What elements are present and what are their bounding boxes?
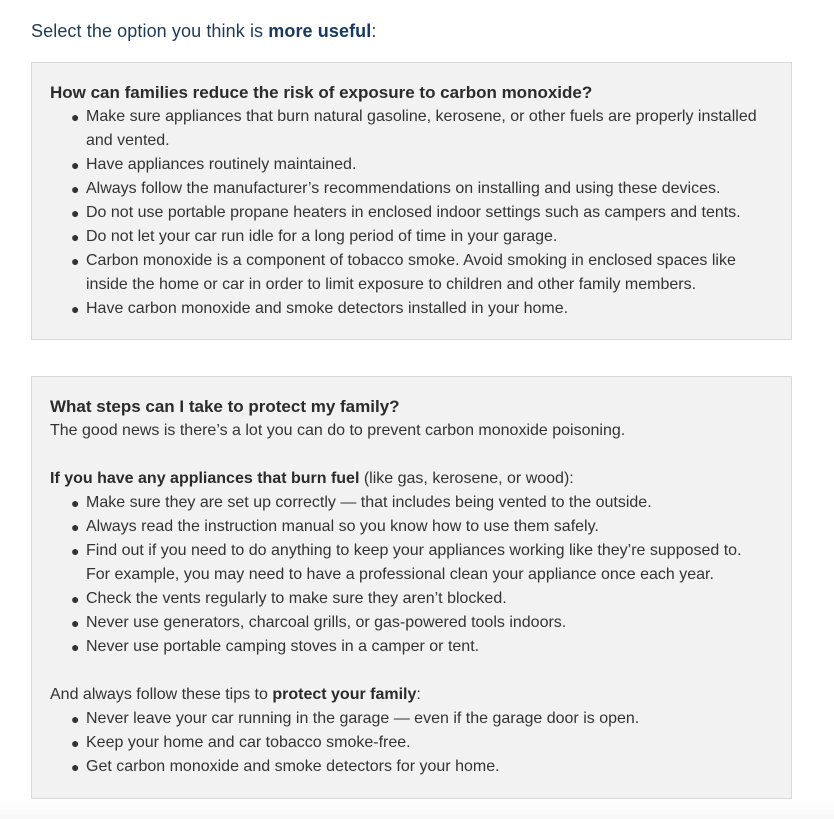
list-item xyxy=(71,539,773,587)
list-item-text: Do not let your car run idle for a long period of time in your garage. xyxy=(86,228,558,245)
option-a-list xyxy=(50,105,773,321)
list-item-text: Get carbon monoxide and smoke detectors for your home. xyxy=(86,758,500,775)
list-item xyxy=(71,731,773,755)
bullet-icon: ● xyxy=(71,301,80,317)
prompt-prefix: Select the option you think is xyxy=(31,21,269,41)
bullet-icon: ● xyxy=(71,711,80,727)
list-item xyxy=(71,225,773,249)
tips-heading xyxy=(50,683,773,707)
list-item xyxy=(71,755,773,779)
selection-prompt xyxy=(31,19,376,43)
prompt-suffix: : xyxy=(371,21,377,41)
option-b-title: What steps can I take to protect my family? xyxy=(50,397,400,416)
tips-bold: protect your family xyxy=(272,686,417,703)
list-item xyxy=(71,707,773,731)
bullet-icon: ● xyxy=(71,591,80,607)
list-item-text: Do not use portable propane heaters in enclosed indoor settings such as campers and tents. xyxy=(86,204,741,221)
bullet-icon: ● xyxy=(71,639,80,655)
list-item-text: Have appliances routinely maintained. xyxy=(86,156,357,173)
bullet-icon: ● xyxy=(71,735,80,751)
list-item xyxy=(71,491,773,515)
list-item-text: Have carbon monoxide and smoke detectors installed in your home. xyxy=(86,300,569,317)
list-item xyxy=(71,249,773,297)
bullet-icon: ● xyxy=(71,253,80,269)
list-item xyxy=(71,587,773,611)
bullet-icon: ● xyxy=(71,229,80,245)
bullet-icon: ● xyxy=(71,543,80,559)
fuel-heading-bold: If you have any appliances that burn fuel xyxy=(50,470,360,487)
list-item xyxy=(71,177,773,201)
tips-prefix: And always follow these tips to xyxy=(50,686,273,703)
option-a-title: How can families reduce the risk of exposure to carbon monoxide? xyxy=(50,83,593,102)
option-a-card[interactable] xyxy=(31,62,792,340)
list-item xyxy=(71,611,773,635)
fuel-appliances-heading xyxy=(50,467,773,491)
list-item-text: Find out if you need to do anything to keep your appliances working like they’re supposed to. For example, you may need to have a professional clean your appliance once each year. xyxy=(86,542,742,583)
bullet-icon: ● xyxy=(71,495,80,511)
list-item xyxy=(71,297,773,321)
option-b-card[interactable] xyxy=(31,376,792,799)
list-item xyxy=(71,105,773,153)
list-item xyxy=(71,201,773,225)
list-item xyxy=(71,515,773,539)
list-item xyxy=(71,153,773,177)
option-b-intro: The good news is there’s a lot you can do to prevent carbon monoxide poisoning. xyxy=(50,422,626,439)
list-item-text: Always read the instruction manual so you know how to use them safely. xyxy=(86,518,599,535)
fuel-appliances-list xyxy=(50,491,773,659)
bullet-icon: ● xyxy=(71,157,80,173)
list-item-text: Make sure they are set up correctly — that includes being vented to the outside. xyxy=(86,494,652,511)
list-item-text: Never leave your car running in the garage — even if the garage door is open. xyxy=(86,710,640,727)
bullet-icon: ● xyxy=(71,181,80,197)
fuel-heading-rest: (like gas, kerosene, or wood): xyxy=(359,470,574,487)
bullet-icon: ● xyxy=(71,205,80,221)
list-item-text: Carbon monoxide is a component of tobacco smoke. Avoid smoking in enclosed spaces like inside the home or car in order to limit exposure to children and other family members. xyxy=(86,252,736,293)
list-item-text: Never use generators, charcoal grills, or gas-powered tools indoors. xyxy=(86,614,567,631)
tips-suffix: : xyxy=(416,686,421,703)
bullet-icon: ● xyxy=(71,519,80,535)
list-item-text: Check the vents regularly to make sure they aren’t blocked. xyxy=(86,590,507,607)
bullet-icon: ● xyxy=(71,109,80,125)
tips-list xyxy=(50,707,773,779)
list-item-text: Never use portable camping stoves in a camper or tent. xyxy=(86,638,480,655)
bullet-icon: ● xyxy=(71,759,80,775)
list-item xyxy=(71,635,773,659)
list-item-text: Keep your home and car tobacco smoke-free. xyxy=(86,734,411,751)
prompt-emphasis: more useful xyxy=(268,21,372,41)
bullet-icon: ● xyxy=(71,615,80,631)
list-item-text: Make sure appliances that burn natural gasoline, kerosene, or other fuels are properly installed and vented. xyxy=(86,108,757,149)
list-item-text: Always follow the manufacturer’s recommendations on installing and using these devices. xyxy=(86,180,721,197)
